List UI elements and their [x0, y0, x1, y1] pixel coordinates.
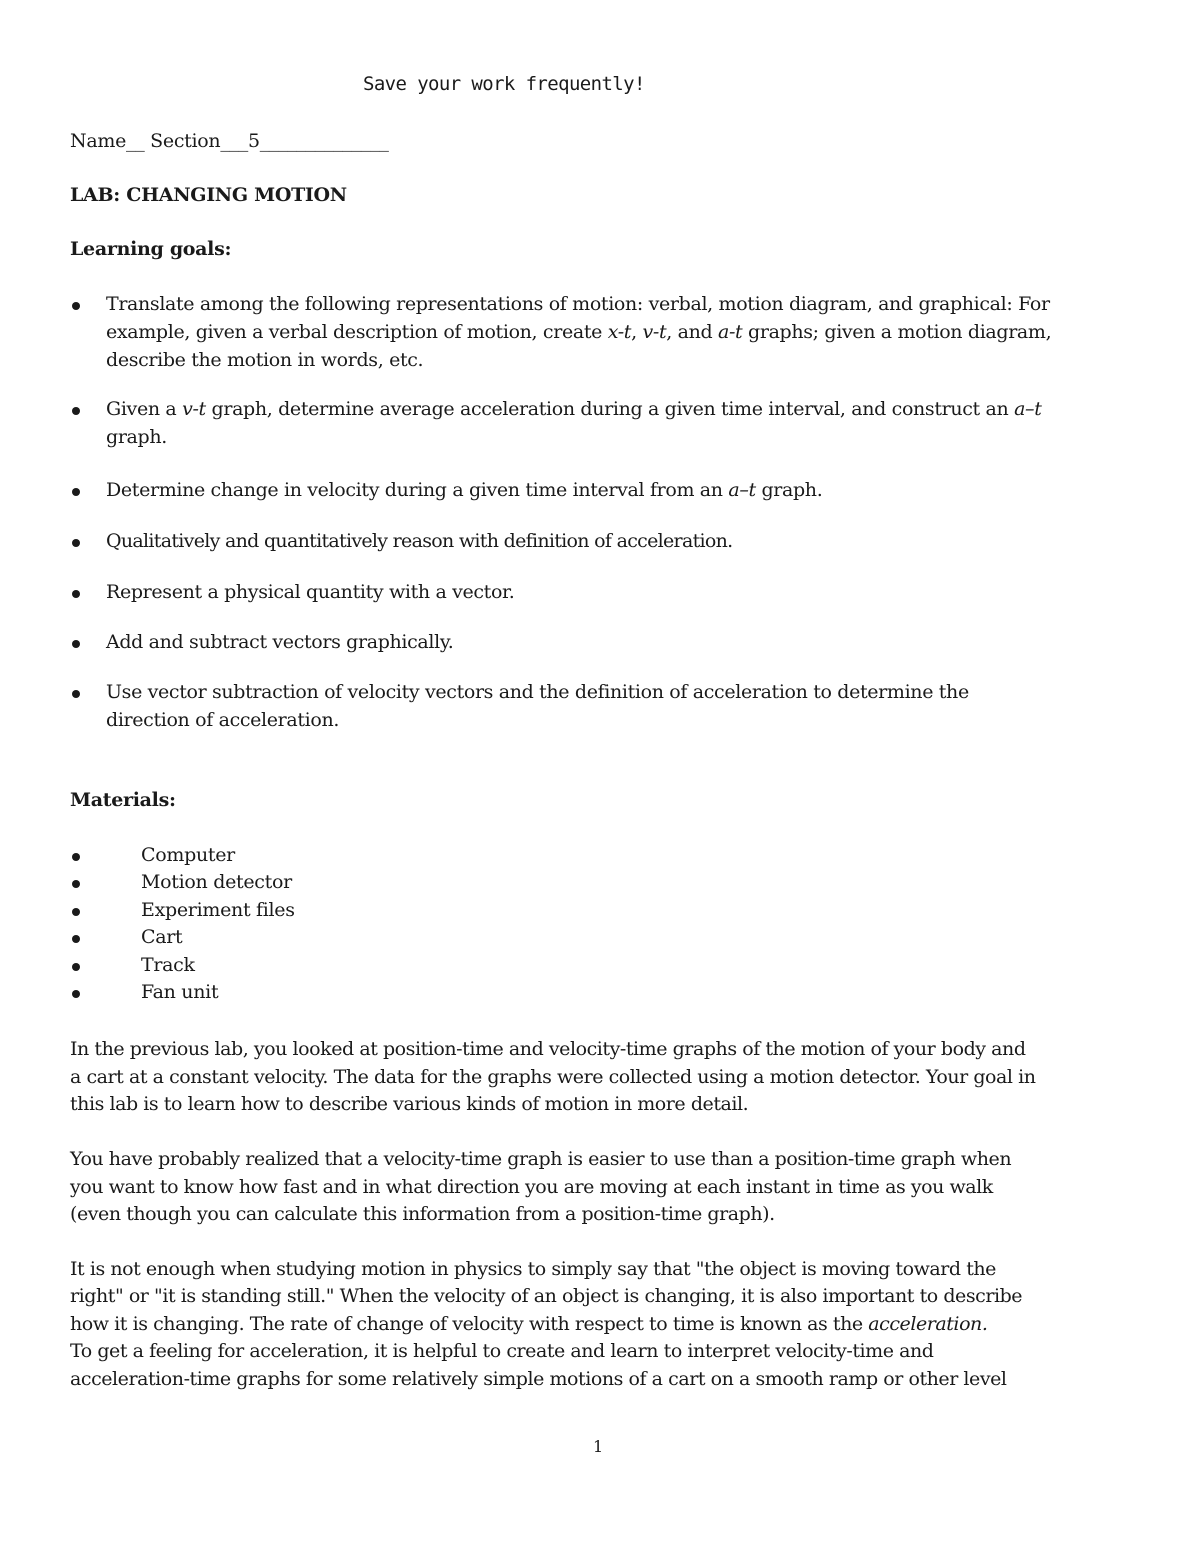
goal-1-line-3: describe the motion in words, etc.	[106, 349, 424, 371]
paragraph-2-line: (even though you can calculate this information from a position-time graph).	[70, 1203, 775, 1225]
bullet-icon	[72, 407, 80, 415]
bullet-icon	[72, 302, 80, 310]
page-number: 1	[593, 1437, 604, 1456]
paragraph-3-line	[70, 1313, 987, 1335]
at-term: a–t	[728, 479, 756, 501]
goal-1-text: example, given a verbal description of motion, create	[106, 321, 608, 343]
paragraph-1-line: a cart at a constant velocity. The data for the graphs were collected using a motion detector. Your goal in	[70, 1066, 1036, 1088]
paragraph-1-line: In the previous lab, you looked at position-time and velocity-time graphs of the motion of your body and	[70, 1038, 1026, 1060]
paragraph-3-line: right" or "it is standing still." When the velocity of an object is changing, it is also important to describe	[70, 1285, 1023, 1307]
material-item: Motion detector	[141, 871, 292, 893]
vt-term: v-t	[182, 398, 206, 420]
goal-5: Represent a physical quantity with a vector.	[106, 581, 515, 603]
material-item: Experiment files	[141, 899, 295, 921]
material-item: Fan unit	[141, 981, 219, 1003]
materials-heading: Materials:	[70, 789, 176, 811]
goal-3-text: Determine change in velocity during a given time interval from an	[106, 479, 729, 501]
at-term: a-t	[717, 321, 743, 343]
paragraph-1-line: this lab is to learn how to describe various kinds of motion in more detail.	[70, 1093, 749, 1115]
at-term: a–t	[1014, 398, 1042, 420]
goal-1-line-1: Translate among the following representations of motion: verbal, motion diagram, and graphical: For	[106, 293, 1050, 315]
xt-term: x-t	[607, 321, 632, 343]
acceleration-term: acceleration.	[868, 1313, 988, 1335]
save-reminder: Save your work frequently!	[363, 73, 645, 95]
paragraph-2-line: you want to know how fast and in what direction you are moving at each instant in time as you walk	[70, 1176, 993, 1198]
goal-1-line-2	[106, 321, 1051, 343]
goal-4: Qualitatively and quantitatively reason with definition of acceleration.	[106, 530, 733, 552]
goal-3	[106, 479, 822, 501]
goal-2-line-1	[106, 398, 1041, 420]
bullet-icon	[72, 935, 80, 943]
bullet-icon	[72, 908, 80, 916]
paragraph-3-line: It is not enough when studying motion in physics to simply say that "the object is moving toward the	[70, 1258, 996, 1280]
learning-goals-heading: Learning goals:	[70, 238, 232, 260]
material-item: Cart	[141, 926, 183, 948]
paragraph-3-text: how it is changing. The rate of change of velocity with respect to time is known as the	[70, 1313, 869, 1335]
goal-2-text: graph, determine average acceleration during a given time interval, and construct an	[205, 398, 1015, 420]
bullet-icon	[72, 539, 80, 547]
bullet-icon	[72, 590, 80, 598]
goal-2-text: Given a	[106, 398, 183, 420]
bullet-icon	[72, 853, 80, 861]
bullet-icon	[72, 488, 80, 496]
goal-1-text: graphs; given a motion diagram,	[742, 321, 1052, 343]
lab-title: LAB: CHANGING MOTION	[70, 184, 347, 206]
goal-7-line-1: Use vector subtraction of velocity vectors and the definition of acceleration to determine the	[106, 681, 969, 703]
goal-7-line-2: direction of acceleration.	[106, 709, 340, 731]
paragraph-2-line: You have probably realized that a velocity-time graph is easier to use than a position-time graph when	[70, 1148, 1012, 1170]
goal-2-line-2: graph.	[106, 426, 167, 448]
separator: ,	[631, 321, 643, 343]
separator: , and	[666, 321, 718, 343]
material-item: Track	[141, 954, 195, 976]
vt-term: v-t	[642, 321, 667, 343]
name-section-line: Name__ Section___5______________	[70, 130, 389, 152]
paragraph-3-line: To get a feeling for acceleration, it is helpful to create and learn to interpret velocity-time and	[70, 1340, 934, 1362]
paragraph-3-line: acceleration-time graphs for some relatively simple motions of a cart on a smooth ramp or other level	[70, 1368, 1007, 1390]
goal-3-text: graph.	[755, 479, 823, 501]
bullet-icon	[72, 990, 80, 998]
bullet-icon	[72, 963, 80, 971]
bullet-icon	[72, 690, 80, 698]
material-item: Computer	[141, 844, 235, 866]
bullet-icon	[72, 880, 80, 888]
goal-6: Add and subtract vectors graphically.	[106, 631, 454, 653]
bullet-icon	[72, 640, 80, 648]
